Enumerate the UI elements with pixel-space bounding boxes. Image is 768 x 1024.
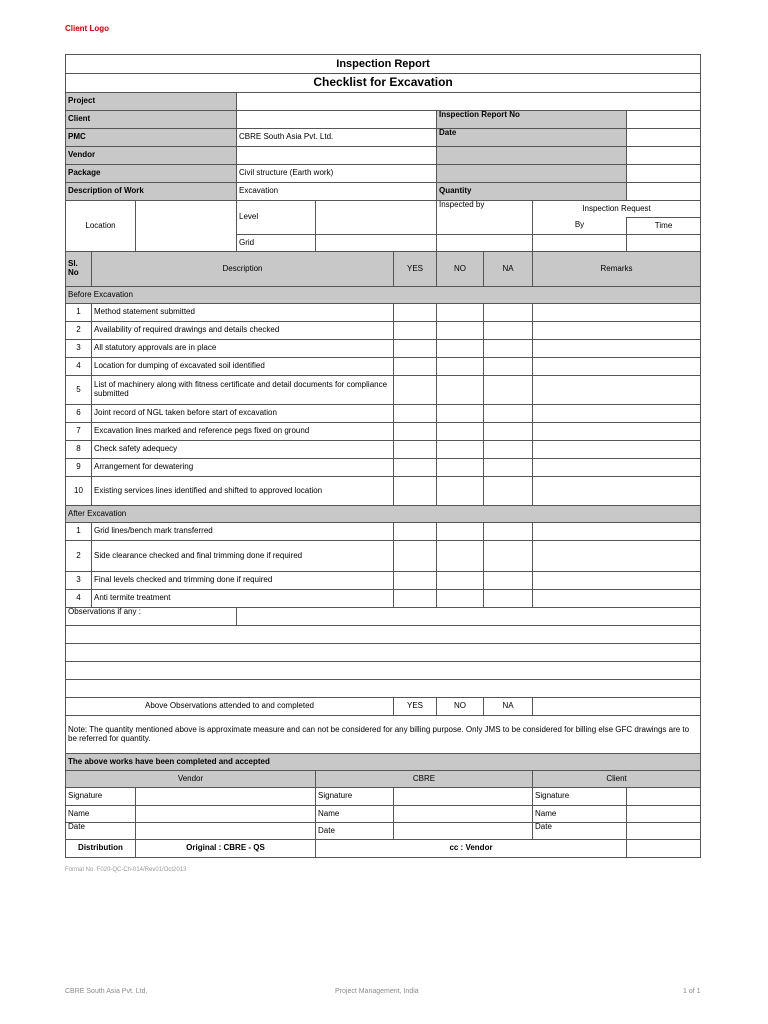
grid-field[interactable] [316,235,437,252]
yes-cell[interactable] [394,423,437,441]
no-cell[interactable] [437,340,484,358]
item-description: Anti termite treatment [92,590,394,608]
client-signature-label: Signature [533,788,627,806]
table-row [66,541,701,572]
project-label: Project [66,93,237,111]
vendor-extra-field[interactable] [627,147,701,165]
na-cell[interactable] [484,423,533,441]
note-text: Note: The quantity mentioned above is approximate measure and can not be considered for any billing purpose. Only JMS to be considered for billing else GFC drawings are to be referred for quantity. [66,716,701,754]
item-description: Joint record of NGL taken before start of excavation [92,405,394,423]
table-row [66,405,701,423]
item-description: Final levels checked and trimming done if required [92,572,394,590]
remarks-cell[interactable] [533,322,701,340]
remarks-cell[interactable] [533,572,701,590]
footer-company: CBRE South Asia Pvt. Ltd. [65,988,148,995]
remarks-header: Remarks [533,252,701,287]
remarks-cell[interactable] [533,304,701,322]
na-cell[interactable] [484,441,533,459]
remarks-cell[interactable] [533,376,701,405]
project-field[interactable] [237,93,701,111]
no-cell[interactable] [437,459,484,477]
distribution-label: Distribution [66,840,136,858]
table-row [66,572,701,590]
client-signature-field[interactable] [627,788,701,806]
item-description: Existing services lines identified and shifted to approved location [92,477,394,506]
client-logo: Client Logo [65,24,109,33]
checklist-title: Checklist for Excavation [66,74,701,93]
vendor-spacer [437,147,627,165]
location-label: Location [66,201,136,252]
item-number: 10 [66,477,92,506]
no-cell[interactable] [437,304,484,322]
report-no-label: Inspection Report No [437,111,627,129]
yes-cell[interactable] [394,358,437,376]
acceptance-heading: The above works have been completed and accepted [66,754,701,771]
report-title: Inspection Report [66,55,701,74]
grid-label: Grid [237,235,316,252]
na-cell[interactable] [484,523,533,541]
date-label: Date [437,129,627,147]
cbre-name-field[interactable] [394,806,533,823]
vendor-signature-label: Signature [66,788,136,806]
no-cell[interactable] [437,523,484,541]
observation-line[interactable] [66,644,701,662]
client-date-label: Date [533,823,627,840]
item-description: Excavation lines marked and reference pegs fixed on ground [92,423,394,441]
pmc-value: CBRE South Asia Pvt. Ltd. [237,129,437,147]
client-field[interactable] [237,111,437,129]
no-cell[interactable] [437,423,484,441]
na-cell[interactable] [484,572,533,590]
quantity-field[interactable] [627,183,701,201]
item-number: 9 [66,459,92,477]
remarks-cell[interactable] [533,590,701,608]
cbre-signature-label: Signature [316,788,394,806]
attended-na[interactable]: NA [484,698,533,716]
yes-cell[interactable] [394,523,437,541]
time-field[interactable] [627,235,701,252]
yes-cell[interactable] [394,405,437,423]
no-cell[interactable] [437,358,484,376]
vendor-name-label: Name [66,806,136,823]
item-number: 4 [66,358,92,376]
item-number: 6 [66,405,92,423]
item-number: 1 [66,523,92,541]
cbre-date-field[interactable] [394,823,533,840]
cbre-name-label: Name [316,806,394,823]
item-number: 5 [66,376,92,405]
no-cell[interactable] [437,541,484,572]
distribution-extra [627,840,701,858]
table-row [66,459,701,477]
na-cell[interactable] [484,405,533,423]
table-row [66,340,701,358]
table-row [66,477,701,506]
vendor-date-field[interactable] [136,823,316,840]
remarks-cell[interactable] [533,459,701,477]
quantity-label: Quantity [437,183,627,201]
yes-cell[interactable] [394,376,437,405]
item-number: 2 [66,541,92,572]
item-description: Side clearance checked and final trimming done if required [92,541,394,572]
inspected-by-field[interactable] [437,235,533,252]
after-excavation-heading: After Excavation [66,506,701,523]
item-number: 4 [66,590,92,608]
remarks-cell[interactable] [533,358,701,376]
no-cell[interactable] [437,405,484,423]
attended-remarks[interactable] [533,698,701,716]
description-header: Description [92,252,394,287]
na-header: NA [484,252,533,287]
item-number: 3 [66,572,92,590]
client-column-header: Client [533,771,701,788]
remarks-cell[interactable] [533,340,701,358]
attended-yes[interactable]: YES [394,698,437,716]
location-field[interactable] [136,201,237,252]
table-row [66,376,701,405]
na-cell[interactable] [484,376,533,405]
observation-line[interactable] [66,626,701,644]
description-label: Description of Work [66,183,237,201]
cbre-signature-field[interactable] [394,788,533,806]
item-description: Location for dumping of excavated soil identified [92,358,394,376]
distribution-original: Original : CBRE - QS [136,840,316,858]
observation-line[interactable] [66,662,701,680]
vendor-label: Vendor [66,147,237,165]
observation-line[interactable] [66,680,701,698]
item-description: Method statement submitted [92,304,394,322]
format-number: Format No. F020-QC-Ch-014/Rev01/Oct2013 [65,867,187,873]
no-header: NO [437,252,484,287]
inspection-request-label: Inspection Request [533,201,701,218]
client-name-label: Name [533,806,627,823]
vendor-name-field[interactable] [136,806,316,823]
inspection-table [65,54,701,858]
no-cell[interactable] [437,572,484,590]
table-row [66,523,701,541]
inspection-form [65,54,700,858]
yes-cell[interactable] [394,322,437,340]
yes-header: YES [394,252,437,287]
client-name-field[interactable] [627,806,701,823]
no-cell[interactable] [437,322,484,340]
package-spacer [437,165,627,183]
na-cell[interactable] [484,541,533,572]
item-description: Grid lines/bench mark transferred [92,523,394,541]
yes-cell[interactable] [394,441,437,459]
item-description: Arrangement for dewatering [92,459,394,477]
yes-cell[interactable] [394,572,437,590]
yes-cell[interactable] [394,590,437,608]
item-number: 2 [66,322,92,340]
na-cell[interactable] [484,459,533,477]
footer-division: Project Management, India [335,988,419,995]
yes-cell[interactable] [394,340,437,358]
package-value: Civil structure (Earth work) [237,165,437,183]
observations-field[interactable] [237,608,701,626]
no-cell[interactable] [437,477,484,506]
vendor-signature-field[interactable] [136,788,316,806]
remarks-cell[interactable] [533,441,701,459]
table-row [66,441,701,459]
package-label: Package [66,165,237,183]
na-cell[interactable] [484,340,533,358]
footer-page-number: 1 of 1 [683,988,701,995]
item-description: List of machinery along with fitness certificate and detail documents for compliance submitted [92,376,394,405]
cbre-date-label: Date [316,823,394,840]
item-description: Check safety adequecy [92,441,394,459]
by-label: By [533,218,627,235]
remarks-cell[interactable] [533,423,701,441]
table-row [66,358,701,376]
yes-cell[interactable] [394,541,437,572]
na-cell[interactable] [484,322,533,340]
attended-no[interactable]: NO [437,698,484,716]
item-description: Availability of required drawings and details checked [92,322,394,340]
time-label: Time [627,218,701,235]
remarks-cell[interactable] [533,405,701,423]
observations-label: Observations if any : [66,608,237,626]
na-cell[interactable] [484,358,533,376]
item-description: All statutory approvals are in place [92,340,394,358]
yes-cell[interactable] [394,304,437,322]
no-cell[interactable] [437,590,484,608]
vendor-date-label: Date [66,823,136,840]
yes-cell[interactable] [394,459,437,477]
pmc-label: PMC [66,129,237,147]
by-field[interactable] [533,235,627,252]
package-extra-field[interactable] [627,165,701,183]
item-number: 7 [66,423,92,441]
attended-label: Above Observations attended to and completed [66,698,394,716]
report-no-field[interactable] [627,111,701,129]
client-label: Client [66,111,237,129]
na-cell[interactable] [484,304,533,322]
table-row [66,322,701,340]
item-number: 1 [66,304,92,322]
client-date-field[interactable] [627,823,701,840]
remarks-cell[interactable] [533,523,701,541]
item-number: 8 [66,441,92,459]
sl-no-header: Sl. No [66,252,92,287]
description-value: Excavation [237,183,437,201]
cbre-column-header: CBRE [316,771,533,788]
yes-cell[interactable] [394,477,437,506]
before-excavation-heading: Before Excavation [66,287,701,304]
distribution-cc: cc : Vendor [316,840,627,858]
remarks-cell[interactable] [533,477,701,506]
item-number: 3 [66,340,92,358]
table-row [66,590,701,608]
table-row [66,423,701,441]
level-field[interactable] [316,201,437,235]
table-row [66,304,701,322]
inspected-by-label: Inspected by [437,201,533,235]
date-field[interactable] [627,129,701,147]
level-label: Level [237,201,316,235]
na-cell[interactable] [484,477,533,506]
no-cell[interactable] [437,441,484,459]
remarks-cell[interactable] [533,541,701,572]
vendor-field[interactable] [237,147,437,165]
no-cell[interactable] [437,376,484,405]
na-cell[interactable] [484,590,533,608]
vendor-column-header: Vendor [66,771,316,788]
